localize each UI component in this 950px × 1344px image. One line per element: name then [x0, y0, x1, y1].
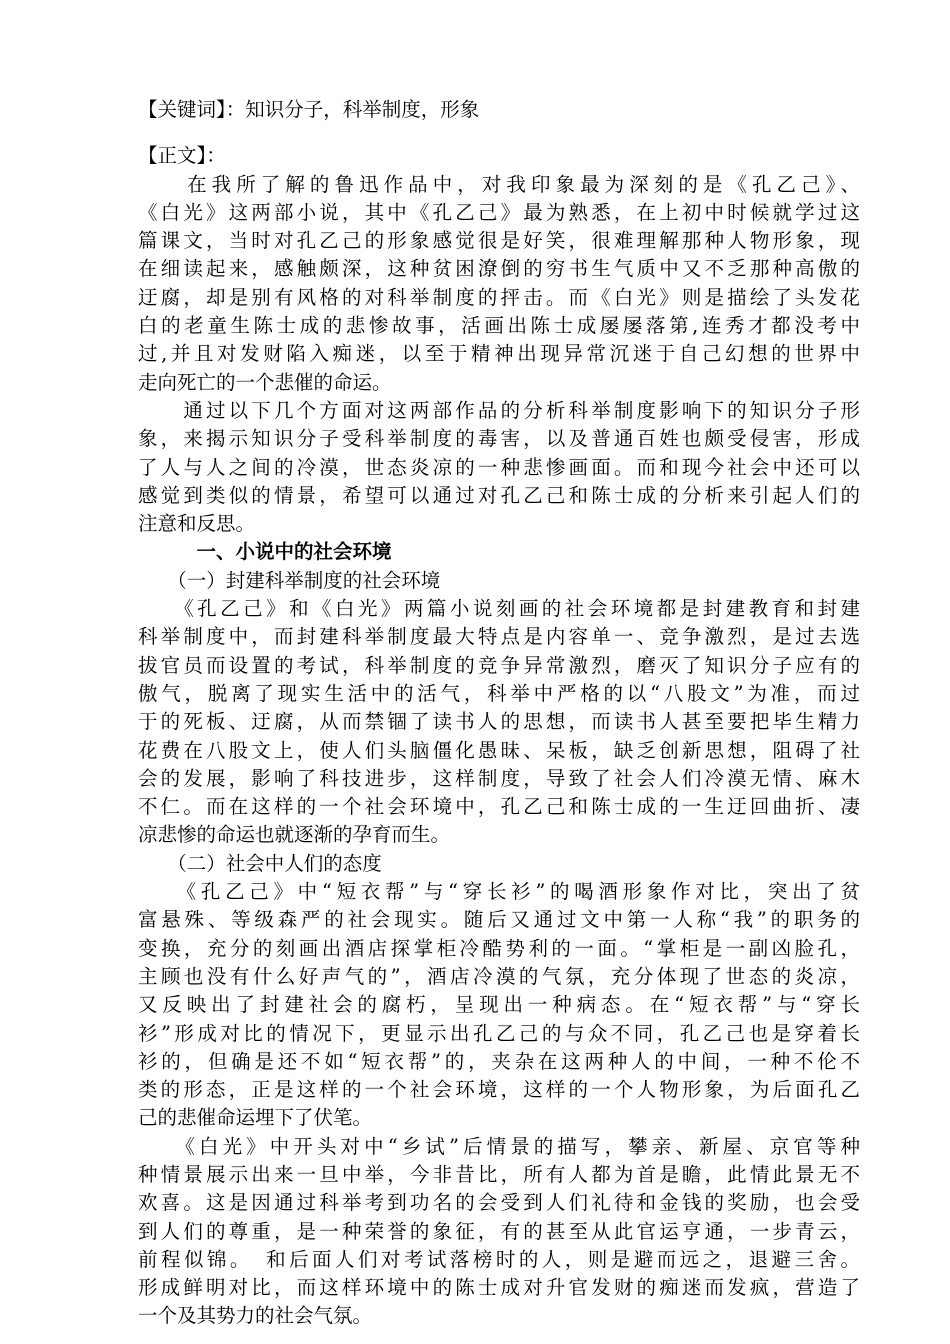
body-line: 注意和反思。 [138, 512, 256, 536]
body-line: 一个及其势力的社会气氛。 [138, 1304, 373, 1328]
body-line: 感觉到类似的情景，希望可以通过对孔乙己和陈士成的分析来引起人们的 [138, 483, 860, 507]
body-line: 走向死亡的一个悲催的命运。 [138, 370, 392, 394]
body-line: 迂腐，却是别有风格的对科举制度的抨击。而《白光》则是描绘了头发花 [138, 285, 860, 309]
body-line: 前程似锦。 和后面人们对考试落榜时的人，则是避而远之，退避三舍。 [138, 1247, 860, 1271]
document-page [138, 96, 860, 1331]
body-line: 科举制度中，而封建科举制度最大特点是内容单一、竞争激烈，是过去选 [138, 625, 860, 649]
body-line: 主顾也没有什么好声气的”，酒店冷漠的气氛，充分体现了世态的炎凉， [138, 964, 860, 988]
body-line: 篇课文，当时对孔乙己的形象感觉很是好笑，很难理解那种人物形象，现 [138, 229, 860, 253]
body-line: （一）封建科举制度的社会环境 [138, 568, 441, 592]
body-line: 《孔乙己》和《白光》两篇小说刻画的社会环境都是封建教育和封建 [138, 597, 860, 621]
keywords-line: 【关键词】：知识分子，科举制度，形象 [138, 98, 480, 121]
body-line: 变换，充分的刻画出酒店探掌柜冷酷势利的一面。“掌柜是一副凶脸孔， [138, 936, 860, 960]
body-line: 己的悲催命运埋下了伏笔。 [138, 1106, 373, 1130]
body-line: 在细读起来，感触颇深，这种贫困潦倒的穷书生气质中又不乏那种高傲的 [138, 257, 860, 281]
body-line: 衫”形成对比的情况下，更显示出孔乙己的与众不同，孔乙己也是穿着长 [138, 1021, 860, 1045]
body-line: 白的老童生陈士成的悲惨故事，活画出陈士成屡屡落第,连秀才都没考中 [138, 314, 860, 338]
body-line: 了人与人之间的冷漠，世态炎凉的一种悲惨画面。而和现今社会中还可以 [138, 455, 860, 479]
body-line: 花费在八股文上，使人们头脑僵化愚昧、呆板，缺乏创新思想，阻碍了社 [138, 738, 860, 762]
body-text [138, 171, 860, 1331]
body-line: 欢喜。这是因通过科举考到功名的会受到人们礼待和金钱的奖励，也会受 [138, 1191, 860, 1215]
body-line: 拔官员而设置的考试，科举制度的竞争异常激烈，磨灭了知识分子应有的 [138, 653, 860, 677]
body-line: 通过以下几个方面对这两部作品的分析科举制度影响下的知识分子形 [138, 398, 860, 422]
body-line: （二）社会中人们的态度 [138, 851, 382, 875]
body-line: 富悬殊、等级森严的社会现实。随后又通过文中第一人称“我”的职务的 [138, 908, 860, 932]
body-line: 傲气，脱离了现实生活中的活气，科举中严格的以“八股文”为准，而过 [138, 681, 860, 705]
body-line: 于的死板、迂腐，从而禁锢了读书人的思想，而读书人甚至要把毕生精力 [138, 710, 860, 734]
body-line: 象，来揭示知识分子受科举制度的毒害，以及普通百姓也颇受侵害，形成 [138, 427, 860, 451]
body-line: 《白光》中开头对中“乡试”后情景的描写，攀亲、新屋、京官等种 [138, 1134, 860, 1158]
body-line: 凉悲惨的命运也就逐渐的孕育而生。 [138, 823, 451, 847]
body-line: 过,并且对发财陷入痴迷，以至于精神出现异常沉迷于自己幻想的世界中 [138, 342, 860, 366]
body-line: 种情景展示出来一旦中举，今非昔比，所有人都为首是瞻，此情此景无不 [138, 1162, 860, 1186]
body-line: 衫的，但确是还不如“短衣帮”的，夹杂在这两种人的中间，一种不伦不 [138, 1049, 860, 1073]
body-line: 又反映出了封建社会的腐朽，呈现出一种病态。在“短衣帮”与“穿长 [138, 993, 860, 1017]
body-line: 到人们的尊重，是一种荣誉的象征，有的甚至从此官运亨通，一步青云， [138, 1219, 860, 1243]
body-line: 在我所了解的鲁迅作品中，对我印象最为深刻的是《孔乙己》、 [138, 172, 860, 196]
body-line: 会的发展，影响了科技进步，这样制度，导致了社会人们冷漠无情、麻木 [138, 766, 860, 790]
body-label: 【正文】： [138, 144, 226, 168]
section-heading: 一、小说中的社会环境 [138, 540, 392, 564]
body-line: 《孔乙己》中“短衣帮”与“穿长衫”的喝酒形象作对比，突出了贫 [138, 880, 860, 904]
body-line: 不仁。而在这样的一个社会环境中，孔乙己和陈士成的一生迂回曲折、凄 [138, 795, 860, 819]
body-line: 形成鲜明对比，而这样环境中的陈士成对升官发财的痴迷而发疯，营造了 [138, 1276, 860, 1300]
body-line: 《白光》这两部小说，其中《孔乙己》最为熟悉，在上初中时候就学过这 [138, 200, 860, 224]
body-line: 类的形态，正是这样的一个社会环境，这样的一个人物形象，为后面孔乙 [138, 1078, 860, 1102]
